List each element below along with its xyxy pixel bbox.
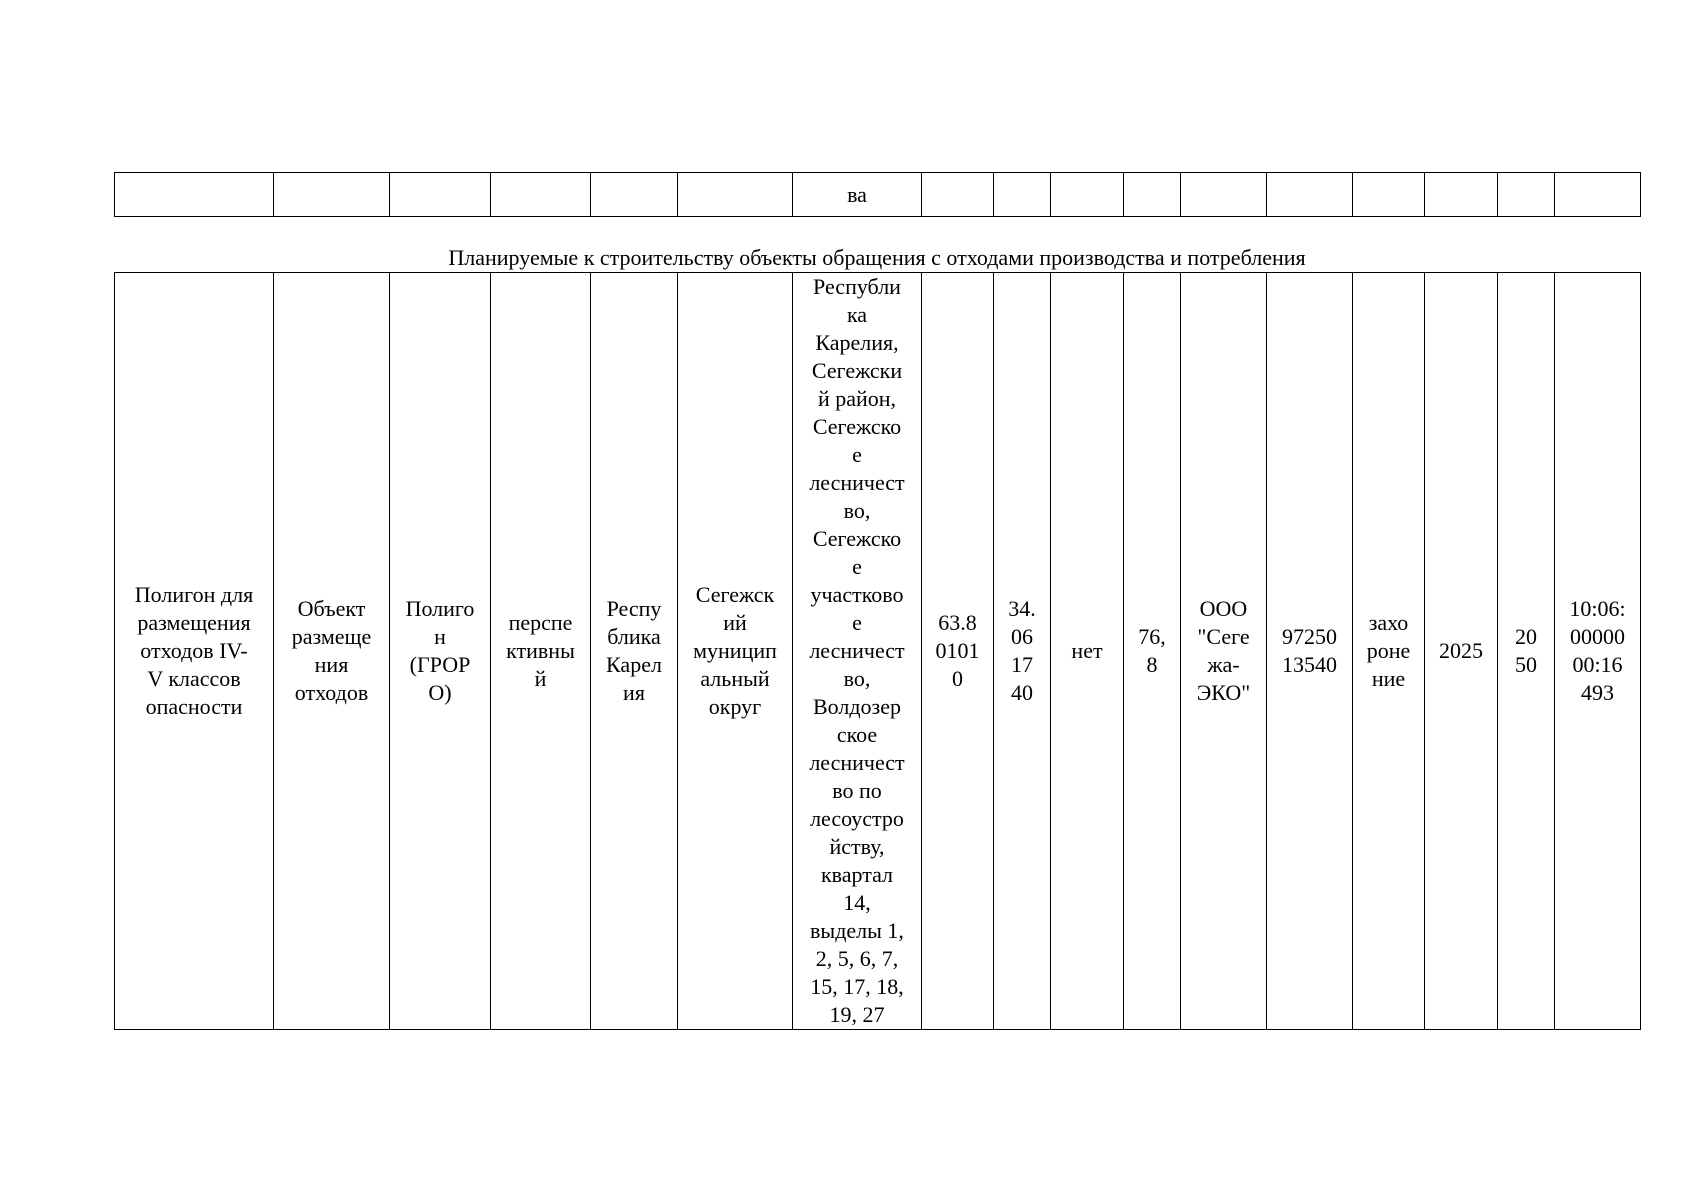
cell-text-line: жа- xyxy=(1207,652,1240,677)
cell-text-line: во, xyxy=(843,498,871,523)
table-cell xyxy=(1353,173,1425,217)
cell-text-line: отходов xyxy=(294,680,369,705)
cell-inn xyxy=(1267,273,1353,1030)
cell-text-line: перспе xyxy=(508,610,573,635)
table-cell xyxy=(1124,173,1181,217)
table-cell xyxy=(678,173,793,217)
cell-region xyxy=(591,273,678,1030)
table-cell xyxy=(1181,173,1267,217)
cell-text-line: муницип xyxy=(693,638,777,663)
cell-text-line: 19, 27 xyxy=(829,1002,885,1027)
cell-text-line: ий xyxy=(723,610,747,635)
cell-text-line: 10:06: xyxy=(1569,596,1626,621)
cell-text-line: 76, xyxy=(1138,624,1166,649)
cell-text-line: выделы 1, xyxy=(810,918,904,943)
cell-text-line: V классов xyxy=(147,666,241,691)
cell-text-line: захо xyxy=(1368,610,1409,635)
cell-text-line: ка xyxy=(846,302,868,327)
cell-text-line: Сегежск xyxy=(695,582,775,607)
cell-text-line: "Сеге xyxy=(1197,624,1250,649)
cell-longitude xyxy=(994,273,1051,1030)
cell-cadastral-number xyxy=(1555,273,1641,1030)
cell-text-line: квартал xyxy=(820,862,894,887)
cell-text-line: лесничест xyxy=(809,638,905,663)
cell-text-line: Сегежски xyxy=(811,358,903,383)
cell-text-line: Карелия, xyxy=(815,330,899,355)
cell-text-line: участково xyxy=(810,582,904,607)
cell-text-line: 2, 5, 6, 7, xyxy=(815,946,899,971)
cell-text-line: е xyxy=(852,442,862,467)
cell-text-line: ия xyxy=(623,680,645,705)
cell-text-line: округ xyxy=(708,694,762,719)
cell-year-end xyxy=(1498,273,1555,1030)
cell-text-line: е xyxy=(852,554,862,579)
cell-text-line: ние xyxy=(1371,666,1406,691)
cell-text-line: Сегежско xyxy=(812,526,902,551)
cell-text-line: лесничест xyxy=(809,470,905,495)
table-cell xyxy=(1498,173,1555,217)
cell-text-line: ния xyxy=(314,652,349,677)
cell-text-line: йству, xyxy=(829,834,885,859)
cell-text-line: 0101 xyxy=(935,638,980,663)
cell-text-line: Респу xyxy=(606,596,662,621)
table-cell xyxy=(994,173,1051,217)
table-cell xyxy=(115,173,274,217)
cell-text-line: Объект xyxy=(297,596,366,621)
cell-text-line: 00000 xyxy=(1570,624,1625,649)
cell-text-line: Карел xyxy=(606,652,662,677)
continuation-table xyxy=(114,172,1641,217)
cell-text-line: н xyxy=(434,624,446,649)
table-cell xyxy=(274,173,390,217)
table-cell: ва xyxy=(793,173,922,217)
cell-text-line: 50 xyxy=(1515,652,1537,677)
table-cell xyxy=(1425,173,1498,217)
cell-text-line: во, xyxy=(843,666,871,691)
cell-text-line: й xyxy=(534,666,547,691)
cell-text-line: 40 xyxy=(1011,680,1033,705)
cell-flag xyxy=(1051,273,1124,1030)
cell-activity xyxy=(1353,273,1425,1030)
cell-text-line: ское xyxy=(836,722,878,747)
table-cell xyxy=(922,173,994,217)
cell-text-line: й район, xyxy=(817,386,897,411)
cell-text-line: О) xyxy=(428,680,452,705)
cell-text-line: размеще xyxy=(291,624,372,649)
cell-text-line: 20 xyxy=(1515,624,1537,649)
cell-latitude xyxy=(922,273,994,1030)
cell-text-line: Полигон для xyxy=(134,582,254,607)
table-cell xyxy=(591,173,678,217)
cell-text-line: отходов IV- xyxy=(140,638,248,663)
cell-text-line: опасности xyxy=(145,694,243,719)
cell-text-line: 97250 xyxy=(1282,624,1337,649)
cell-status xyxy=(491,273,591,1030)
table-cell xyxy=(1555,173,1641,217)
cell-text-line: 34. xyxy=(1008,596,1036,621)
cell-year-start xyxy=(1425,273,1498,1030)
cell-text-line: размещения xyxy=(137,610,251,635)
cell-text-line: ЭКО" xyxy=(1196,680,1251,705)
cell-text-line: 00:16 xyxy=(1572,652,1623,677)
cell-text-line: блика xyxy=(607,624,661,649)
table-cell xyxy=(390,173,491,217)
table-cell xyxy=(1051,173,1124,217)
cell-text-line: 2025 xyxy=(1439,638,1483,663)
cell-text-line: 06 xyxy=(1011,624,1033,649)
cell-text-line: е xyxy=(852,610,862,635)
cell-text-line: альный xyxy=(700,666,770,691)
cell-text-line: во по xyxy=(832,778,882,803)
cell-text-line: нет xyxy=(1071,638,1103,663)
cell-text-line: 63.8 xyxy=(938,610,977,635)
cell-address xyxy=(793,273,922,1030)
cell-text-line: 15, 17, 18, xyxy=(810,974,904,999)
cell-text-line: лесоустро xyxy=(810,806,904,831)
table-cell xyxy=(1267,173,1353,217)
cell-text-line: 14, xyxy=(843,890,871,915)
table-row xyxy=(115,273,1641,1030)
cell-object-name xyxy=(115,273,274,1030)
cell-text-line: Полиго xyxy=(405,596,475,621)
cell-text-line: 0 xyxy=(952,666,963,691)
cell-category xyxy=(390,273,491,1030)
planned-facilities-table xyxy=(114,272,1641,1030)
cell-text-line: Сегежско xyxy=(812,414,902,439)
cell-text-line: 13540 xyxy=(1282,652,1337,677)
cell-text-line: (ГРОР xyxy=(409,652,471,677)
table-cell xyxy=(491,173,591,217)
cell-text-line: Республи xyxy=(813,274,901,299)
cell-text-line: лесничест xyxy=(809,750,905,775)
cell-object-type xyxy=(274,273,390,1030)
cell-text-line: 8 xyxy=(1146,652,1158,677)
cell-text-line: 493 xyxy=(1581,680,1614,705)
cell-municipality xyxy=(678,273,793,1030)
cell-text-line: роне xyxy=(1366,638,1411,663)
cell-value xyxy=(1124,273,1181,1030)
cell-text-line: ООО xyxy=(1199,596,1248,621)
cell-text-line: ктивны xyxy=(506,638,575,663)
section-title: Планируемые к строительству объекты обращения с отходами производства и потребления xyxy=(448,245,1306,270)
table-row xyxy=(115,173,1641,217)
cell-text-line: 17 xyxy=(1011,652,1033,677)
cell-text-line: Волдозер xyxy=(812,694,901,719)
cell-operator xyxy=(1181,273,1267,1030)
